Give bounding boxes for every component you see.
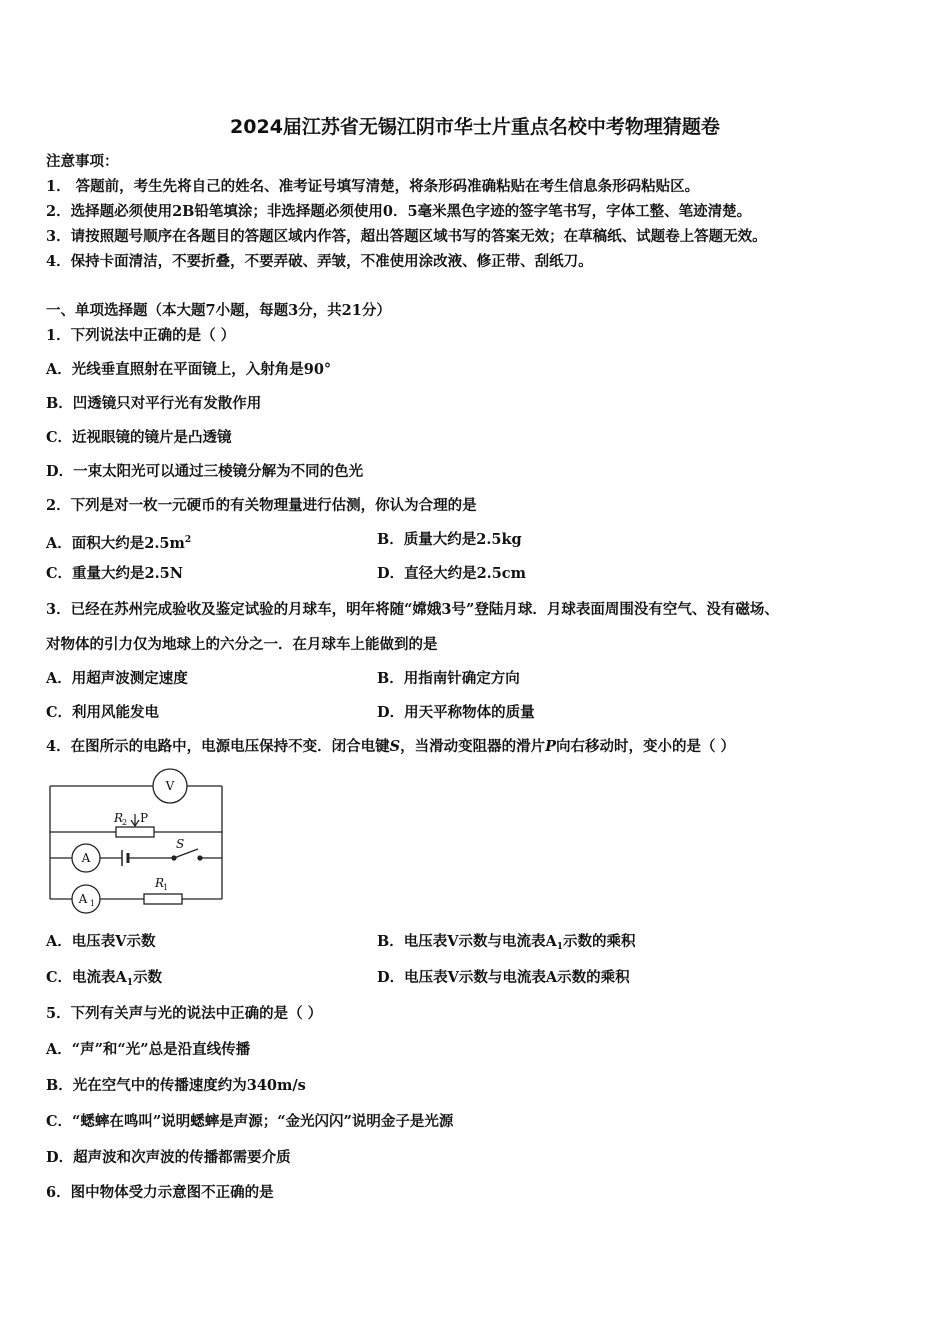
q4-option-c-subscript: 1	[126, 978, 134, 988]
ammeter-a1-label: A	[78, 892, 88, 906]
ammeter-a1-subscript: 1	[90, 899, 96, 908]
q1-option-c: C．近视眼镜的镜片是凸透镜	[46, 429, 232, 446]
q5-stem: 5．下列有关声与光的说法中正确的是（ ）	[46, 1005, 323, 1022]
q5-option-d: D．超声波和次声波的传播都需要介质	[46, 1149, 291, 1166]
q4-option-b	[377, 932, 636, 957]
voltmeter-label: V	[165, 779, 175, 793]
q4-switch-symbol: S	[389, 738, 401, 755]
resistor-r1-symbol	[144, 894, 182, 904]
notes-heading: 注意事项：	[46, 153, 119, 170]
q2-stem: 2．下列是对一枚一元硬币的有关物理量进行估测，你认为合理的是	[46, 497, 477, 514]
note-item: 4．保持卡面清洁，不要折叠，不要弄破、弄皱，不准使用涂改液、修正带、刮纸刀。	[46, 253, 593, 270]
q4-stem-part: ，当滑动变阻器的滑片	[400, 738, 546, 755]
q4-option-b-text: 示数的乘积	[563, 933, 636, 950]
section-heading: 一、单项选择题（本大题7小题，每题3分，共21分）	[46, 302, 391, 319]
switch-s-label: S	[176, 837, 185, 851]
q2-option-a	[46, 530, 191, 554]
q3-stem-line2: 对物体的引力仅为地球上的六分之一．在月球车上能做到的是	[46, 636, 438, 653]
q2-option-a-superscript: 2	[184, 535, 192, 545]
q4-option-c	[46, 968, 162, 993]
note-item: 1． 答题前，考生先将自己的姓名、准考证号填写清楚，将条形码准确粘贴在考生信息条形码粘贴区。	[46, 178, 700, 195]
q3-option-d: D．用天平称物体的质量	[377, 704, 535, 721]
r2-subscript: 2	[122, 818, 128, 827]
q6-stem: 6．图中物体受力示意图不正确的是	[46, 1184, 274, 1201]
note-item: 3．请按照题号顺序在各题目的答题区域内作答，超出答题区域书写的答案无效；在草稿纸、试题卷上答题无效。	[46, 228, 767, 245]
rheostat-r2-symbol	[116, 827, 154, 837]
q2-option-d: D．直径大约是2.5cm	[377, 565, 526, 582]
q5-option-a: A．“声”和“光”总是沿直线传播	[46, 1041, 251, 1058]
slider-p-label: P	[140, 811, 149, 825]
q1-stem: 1．下列说法中正确的是（ ）	[46, 327, 236, 344]
q4-stem-part: 4．在图所示的电路中，电源电压保持不变．闭合电键	[46, 738, 390, 755]
q1-option-a: A．光线垂直照射在平面镜上，入射角是90°	[46, 361, 332, 378]
q5-option-c: C．“蟋蟀在鸣叫”说明蟋蟀是声源；“金光闪闪”说明金子是光源	[46, 1113, 454, 1130]
r1-subscript: 1	[163, 883, 169, 892]
q2-option-c: C．重量大约是2.5N	[46, 565, 184, 582]
q4-stem-part: 向右移动时，变小的是（ ）	[555, 738, 736, 755]
q4-option-b-text: B．电压表V示数与电流表A	[377, 933, 557, 950]
q4-option-d: D．电压表V示数与电流表A示数的乘积	[377, 969, 630, 986]
q3-option-a: A．用超声波测定速度	[46, 670, 188, 687]
page-title: 2024届江苏省无锡江阴市华士片重点名校中考物理猜题卷	[230, 116, 720, 138]
r2-label: R	[114, 811, 124, 825]
q3-option-b: B．用指南针确定方向	[377, 670, 520, 687]
q4-option-c-text: C．电流表A	[46, 969, 127, 986]
q2-option-a-text: A．面积大约是2.5m	[46, 535, 185, 552]
q1-option-b: B．凹透镜只对平行光有发散作用	[46, 395, 262, 412]
r1-label: R	[155, 876, 165, 890]
q4-stem	[46, 737, 735, 757]
q1-option-d: D．一束太阳光可以通过三棱镜分解为不同的色光	[46, 463, 364, 480]
q3-stem-line1: 3．已经在苏州完成验收及鉴定试验的月球车，明年将随“嫦娥3号”登陆月球．月球表面周围没有空气、没有磁场、	[46, 601, 779, 618]
ammeter-a-label: A	[81, 851, 91, 865]
q4-option-c-text: 示数	[133, 969, 163, 986]
circuit-diagram	[46, 768, 231, 916]
q4-option-b-subscript: 1	[556, 942, 564, 952]
q2-option-b: B．质量大约是2.5kg	[377, 531, 522, 548]
q5-option-b: B．光在空气中的传播速度约为340m/s	[46, 1077, 306, 1094]
q3-option-c: C．利用风能发电	[46, 704, 160, 721]
q4-option-a: A．电压表V示数	[46, 933, 156, 950]
note-item: 2．选择题必须使用2B铅笔填涂；非选择题必须使用0．5毫米黑色字迹的签字笔书写，字体工整、笔迹清楚。	[46, 203, 752, 220]
q4-slider-symbol: P	[545, 738, 556, 755]
